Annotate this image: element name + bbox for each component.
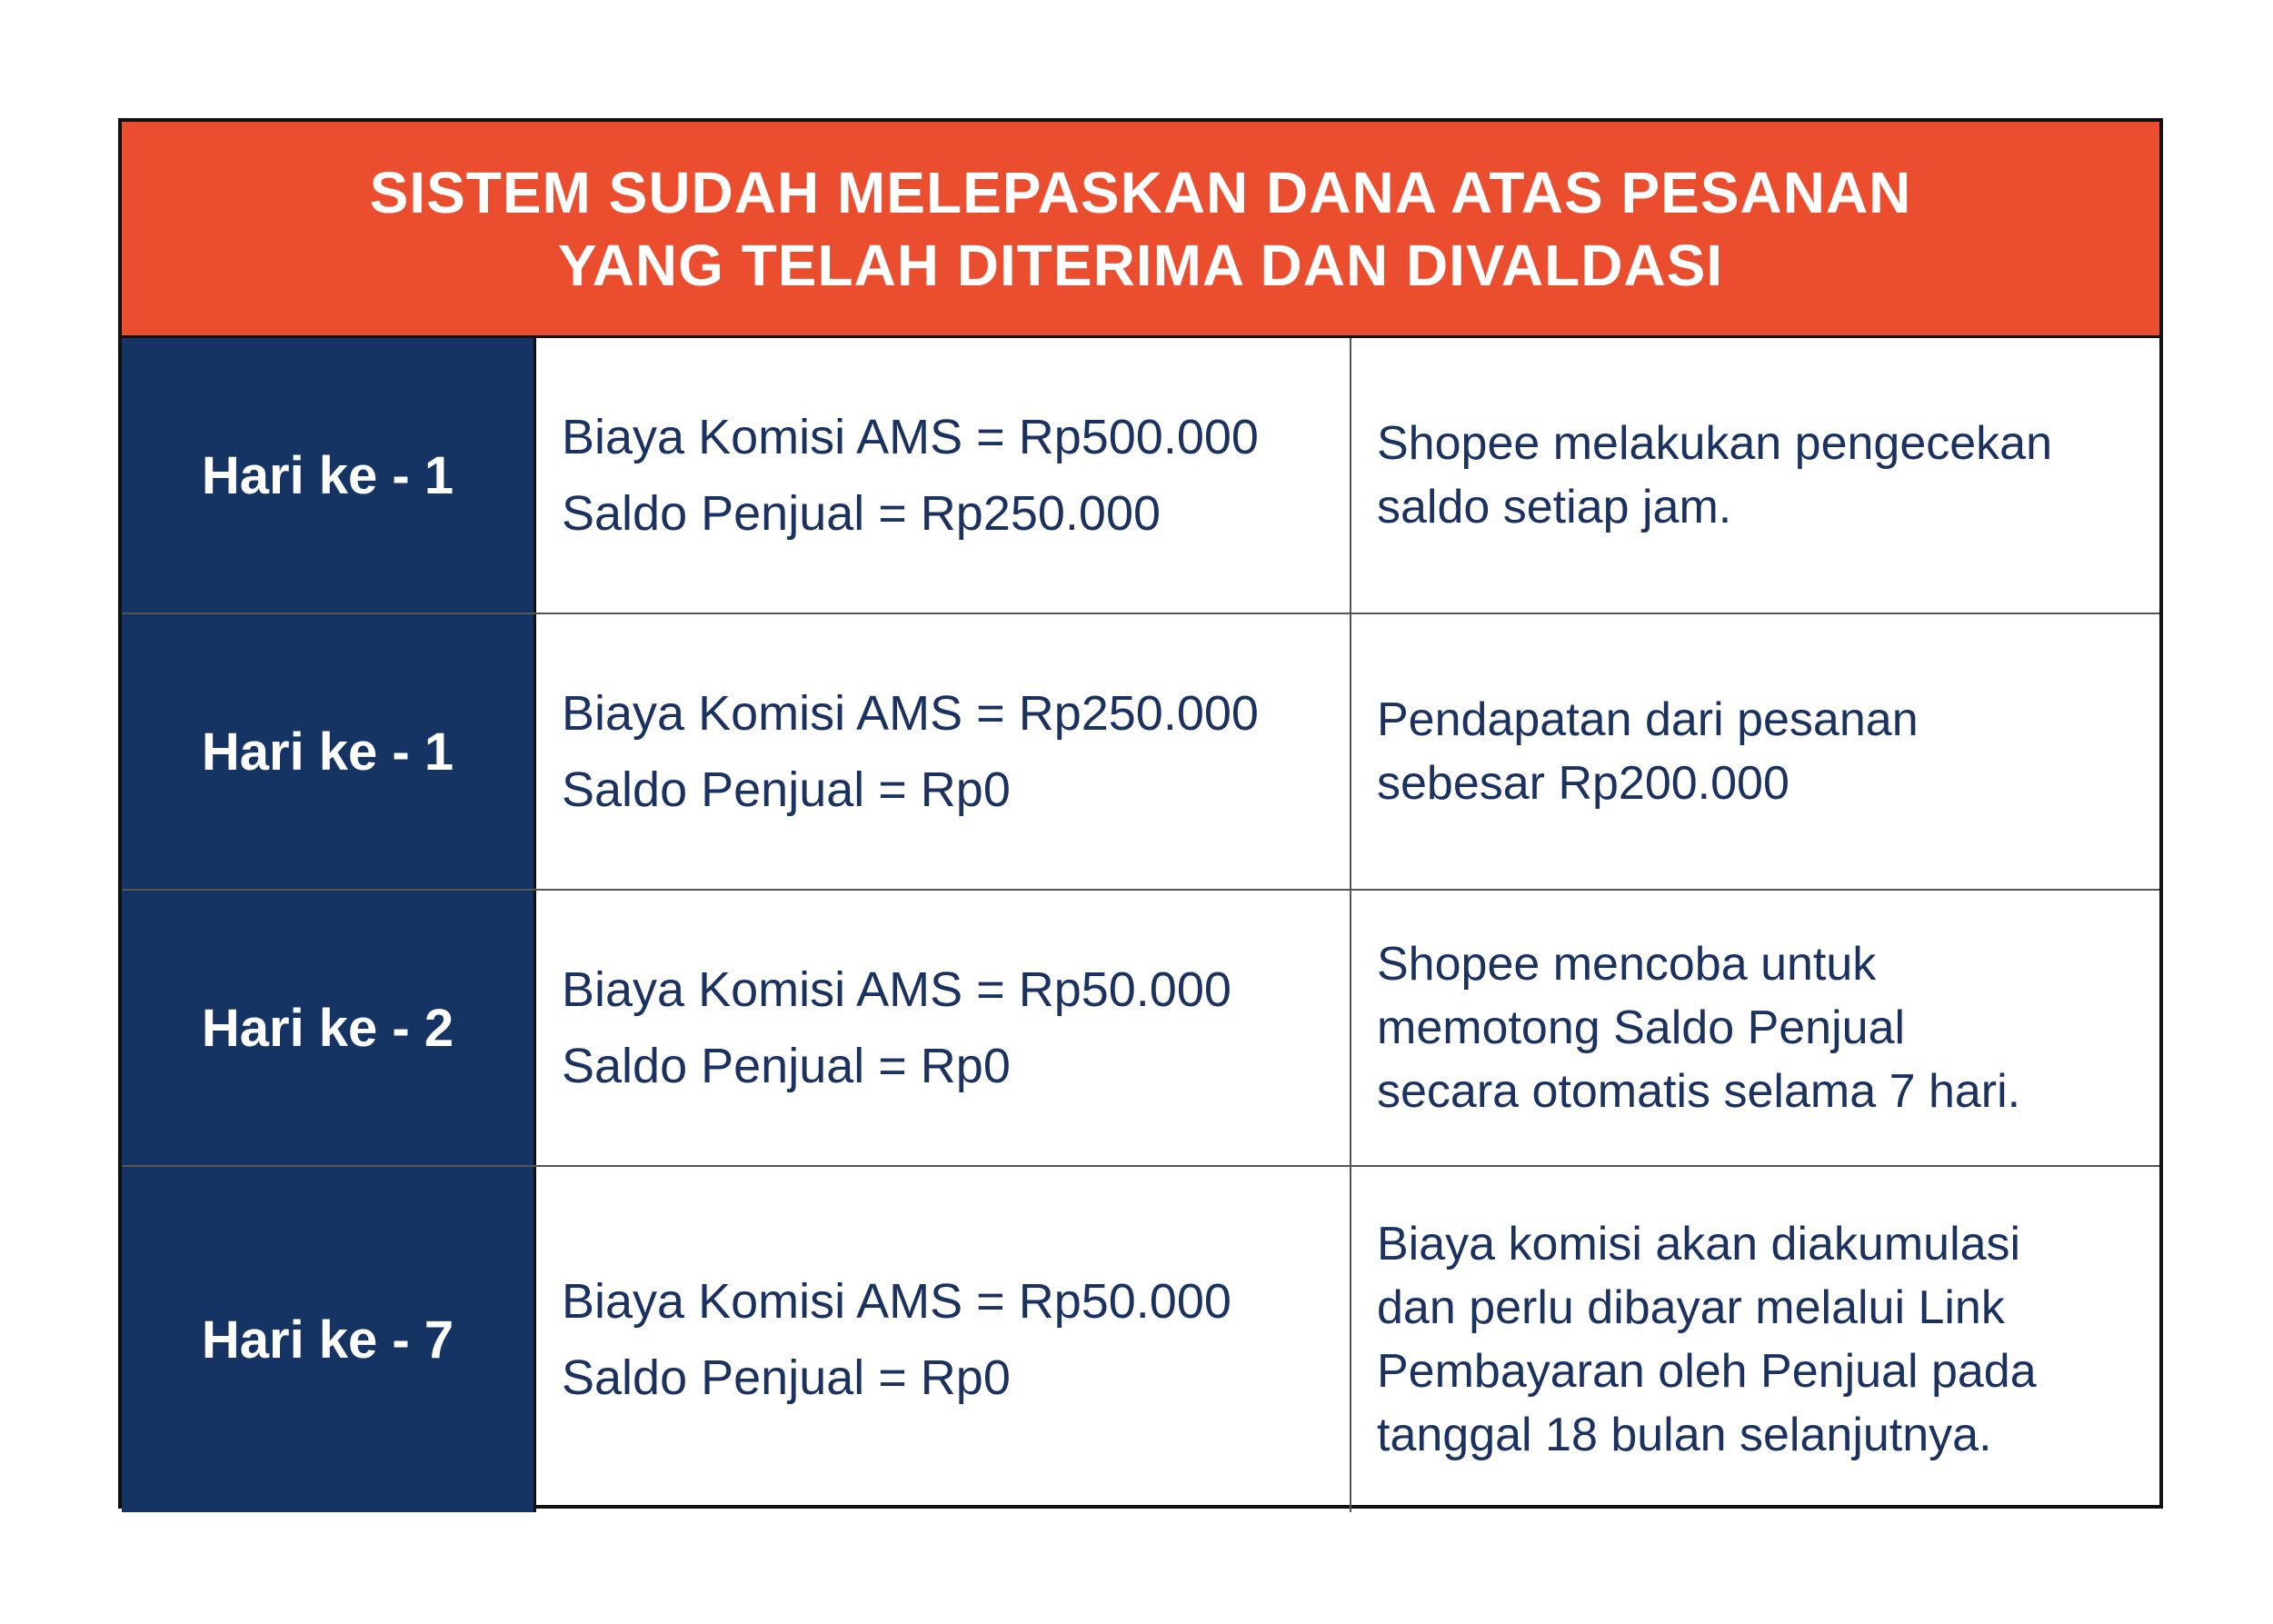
description-cell [1351,338,2159,613]
commission-line: Biaya Komisi AMS = Rp250.000 [562,686,1259,741]
description-line: memotong Saldo Penjual [1377,1001,1906,1054]
balance-line: Saldo Penjual = Rp0 [562,1039,1011,1093]
header-line-2: YANG TELAH DITERIMA DAN DIVALDASI [557,232,1724,298]
table-header [122,122,2159,338]
day-cell: Hari ke - 7 [122,1167,536,1512]
amount-cell [536,1167,1351,1512]
table-row [122,338,2159,614]
info-table [118,118,2163,1509]
table-row [122,1167,2159,1512]
commission-line: Biaya Komisi AMS = Rp50.000 [562,1274,1231,1329]
description-line: secara otomatis selama 7 hari. [1377,1065,2021,1118]
day-cell: Hari ke - 2 [122,891,536,1165]
commission-line: Biaya Komisi AMS = Rp500.000 [562,410,1259,464]
header-line-1: SISTEM SUDAH MELEPASKAN DANA ATAS PESANAN [369,159,1912,225]
amount-cell [536,891,1351,1165]
description-line: Pendapatan dari pesanan [1377,693,1919,746]
balance-line: Saldo Penjual = Rp250.000 [562,486,1161,541]
description-line: Biaya komisi akan diakumulasi [1377,1218,2021,1270]
amount-cell [536,338,1351,613]
description-cell [1351,1167,2159,1512]
description-line: dan perlu dibayar melalui Link [1377,1281,2005,1334]
balance-line: Saldo Penjual = Rp0 [562,1350,1011,1405]
description-line: saldo setiap jam. [1377,481,1732,533]
description-line: Shopee melakukan pengecekan [1377,417,2053,470]
day-cell: Hari ke - 1 [122,338,536,613]
description-line: tanggal 18 bulan selanjutnya. [1377,1409,1992,1461]
description-line: Pembayaran oleh Penjual pada [1377,1345,2037,1398]
description-line: Shopee mencoba untuk [1377,938,1877,991]
balance-line: Saldo Penjual = Rp0 [562,762,1011,817]
table-row [122,614,2159,891]
description-line: sebesar Rp200.000 [1377,757,1789,810]
description-cell [1351,891,2159,1165]
amount-cell [536,614,1351,889]
description-cell [1351,614,2159,889]
table-row [122,891,2159,1167]
commission-line: Biaya Komisi AMS = Rp50.000 [562,962,1231,1017]
day-cell: Hari ke - 1 [122,614,536,889]
